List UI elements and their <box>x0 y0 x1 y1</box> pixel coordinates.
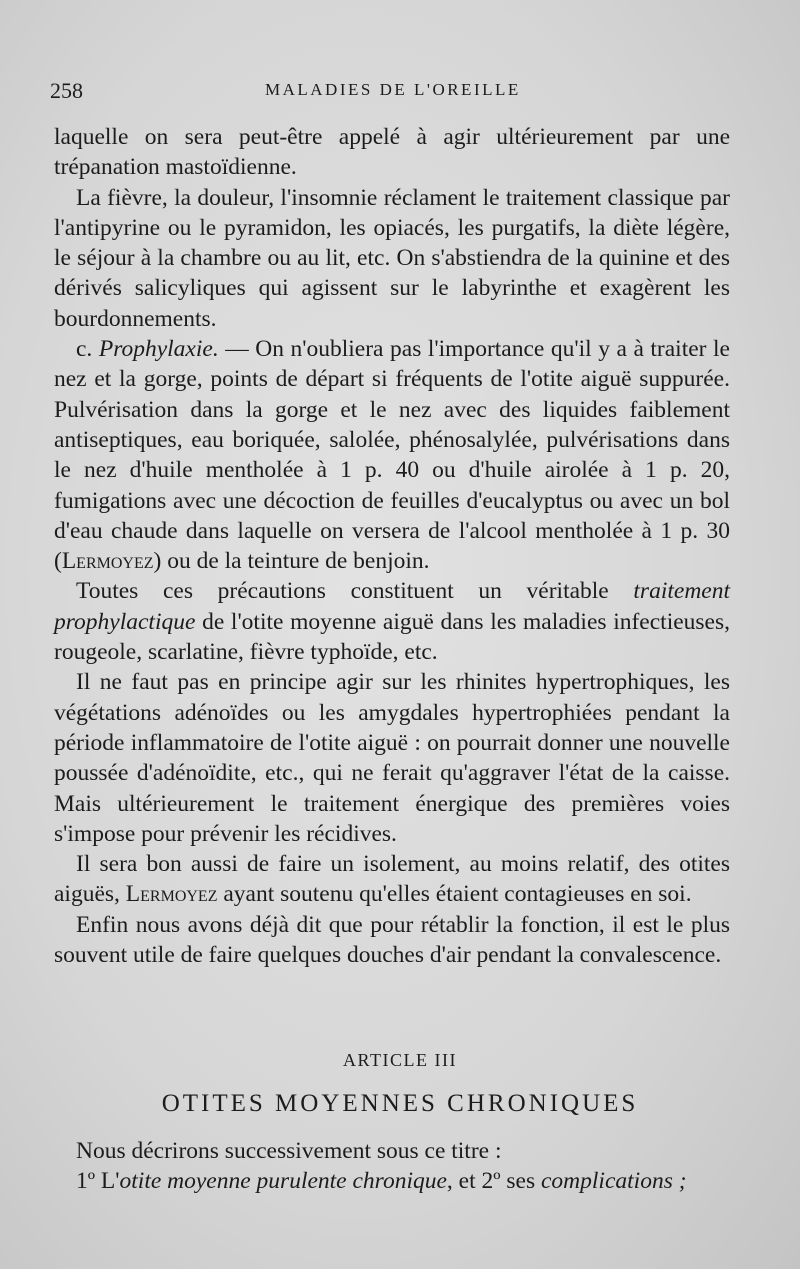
text-run: Il sera bon aussi de faire un isolement, au moins relatif, des otites aiguës, <box>54 851 730 908</box>
section-title: Prophylaxie. <box>98 336 219 363</box>
emphasis: otite moyenne purulente chronique <box>119 1168 447 1195</box>
text-run: ) ou de la teinture de benjoin. <box>153 548 430 575</box>
paragraph <box>54 576 730 667</box>
text-run: — On n'oubliera pas l'importance qu'il y a à traiter le nez et la gorge, points de départ si fréquents de l'otite aiguë suppurée. Pulvérisation dans la gorge et le nez avec des liquides faiblement antiseptiques, eau boriquée, salolée, phénosalylée, pulvérisations dans le nez d'huile mentholée à 1 p. 40 ou d'huile airolée à 1 p. 20, fumigations avec une décoction de feuilles d'eucalyptus ou avec un bol d'eau chaude dans laquelle on versera de l'alcool mentholée à 1 p. 30 ( <box>54 336 730 575</box>
page-number: 258 <box>50 78 83 103</box>
text-run: L' <box>100 1168 120 1195</box>
intro-text <box>54 1136 730 1197</box>
running-head: MALADIES DE L'OREILLE <box>265 80 521 99</box>
page-header <box>50 78 720 108</box>
text-run: , et 2º ses <box>446 1168 541 1195</box>
section-label: c. <box>76 336 93 363</box>
article-label: ARTICLE III <box>343 1050 457 1070</box>
chapter-title: OTITES MOYENNES CHRONIQUES <box>161 1090 639 1117</box>
author-name: Lermoyez <box>125 881 218 908</box>
item-number: 1º <box>76 1168 96 1195</box>
text-run: ayant soutenu qu'elles étaient contagieuses en soi. <box>217 881 692 908</box>
paragraph <box>54 849 730 910</box>
emphasis: traitement prophylactique <box>54 578 730 635</box>
emphasis: complications ; <box>541 1168 687 1195</box>
text-run: de l'otite moyenne aiguë dans les maladies infectieuses, rougeole, scarlatine, fièvre typhoïde, etc. <box>54 608 730 666</box>
paragraph: Nous décrirons successivement sous ce titre : <box>76 1138 502 1164</box>
text-run: Toutes ces précautions constituent un véritable <box>76 578 634 605</box>
paragraph-prophylaxie <box>54 334 730 576</box>
body-text <box>54 122 730 970</box>
paragraph: laquelle on sera peut-être appelé à agir ultérieurement par une trépanation mastoïdienne. <box>54 124 730 181</box>
list-item <box>54 1166 730 1196</box>
paragraph: Enfin nous avons déjà dit que pour rétablir la fonction, il est le plus souvent utile de faire quelques douches d'air pendant la convalescence. <box>54 911 730 969</box>
author-name: Lermoyez <box>61 548 154 575</box>
paragraph: Il ne faut pas en principe agir sur les rhinites hypertrophiques, les végétations adénoïdes ou les amygdales hypertrophiées pendant la période inflammatoire de l'otite aiguë : on pourrait donner une nouvelle poussée d'adénoïdite, etc., qui ne ferait qu'aggraver l'état de la caisse. Mais ultérieurement le traitement énergique des premières voies s'impose pour prévenir les récidives. <box>54 669 730 847</box>
paragraph: La fièvre, la douleur, l'insomnie réclament le traitement classique par l'antipyrine ou le pyramidon, les opiacés, les purgatifs, la diète légère, le séjour à la chambre ou au lit, etc. On s'abstiendra de la quinine et des dérivés salicyliques qui agissent sur le labyrinthe et exagèrent les bourdonnements. <box>54 184 730 332</box>
